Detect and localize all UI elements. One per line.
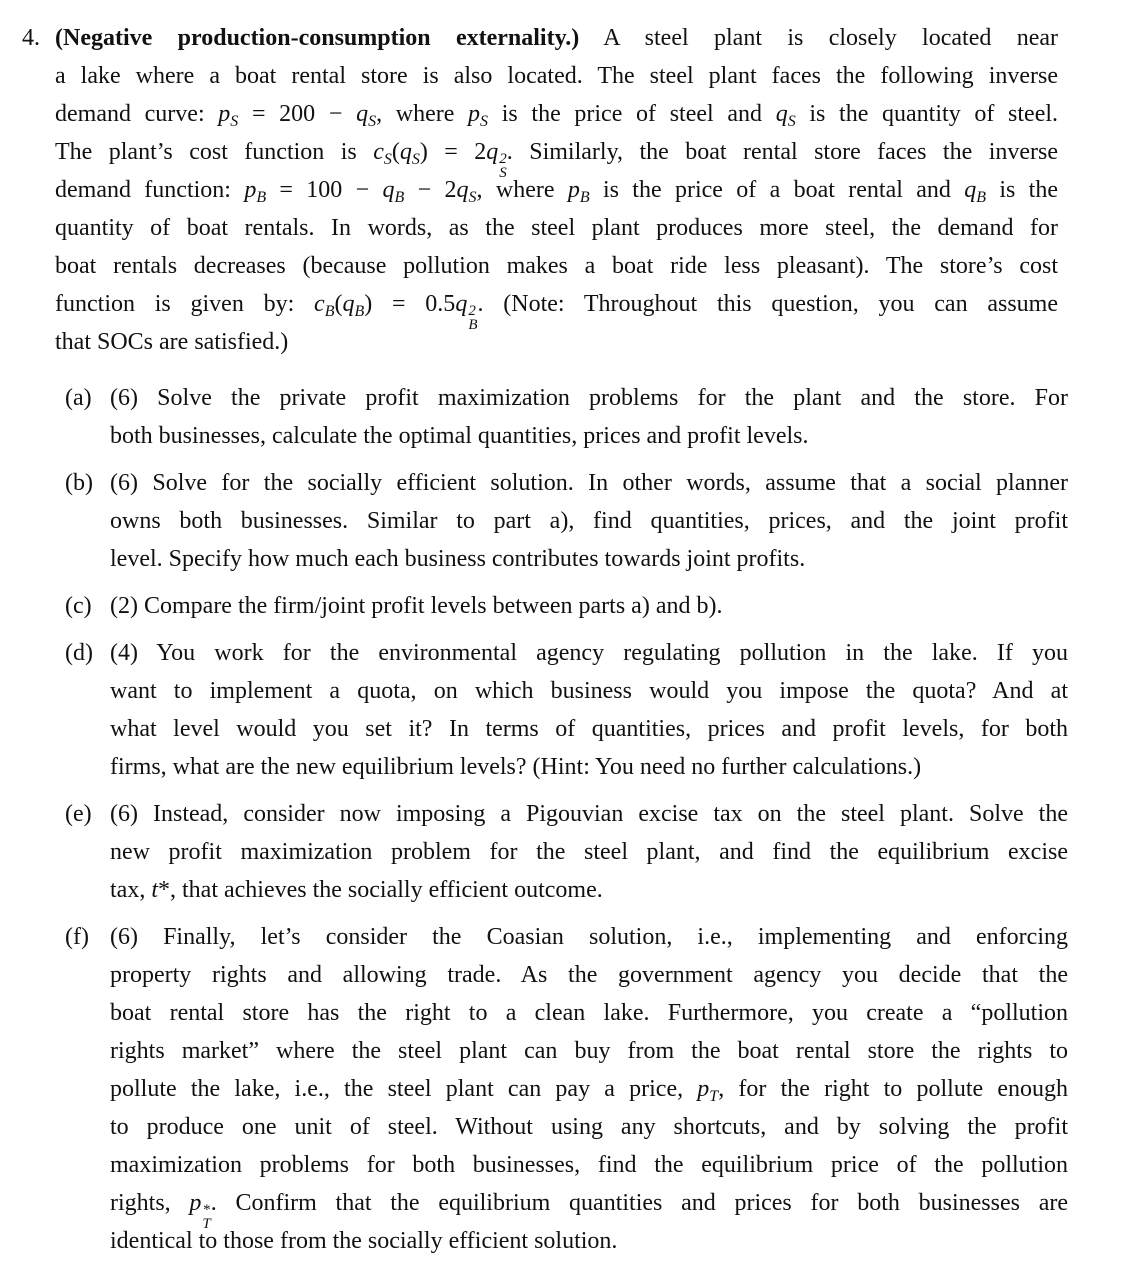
- text-line: boat rental store has the right to a clean lake. Furthermore, you create a “pollution: [110, 1000, 1068, 1026]
- sub-question-f: [65, 918, 1068, 1260]
- sub-question-e: [65, 795, 1068, 909]
- text-line: firms, what are the new equilibrium levels? (Hint: You need no further calculations.): [110, 754, 922, 780]
- text-line: want to implement a quota, on which business would you impose the quota? And at: [110, 678, 1068, 704]
- text-line: demand curve: $p_S = 200 - q_S$, where $p_S$ is the price of steel and $q_S$ is the quantity of steel.: [55, 101, 1059, 130]
- text-line: (Negative production-consumption externality.) A steel plant is closely located near: [55, 25, 1058, 51]
- text-line: boat rentals decreases (because pollution makes a boat ride less pleasant). The store’s cost: [55, 253, 1058, 279]
- sub-question-label: (a): [65, 385, 92, 411]
- text-line: (6) Solve the private profit maximization problems for the plant and the store. For: [110, 385, 1068, 411]
- text-line: that SOCs are satisfied.): [55, 329, 289, 355]
- text-line: The plant’s cost function is $c_S(q_S) = 2q$ 2 S . Similarly, the boat rental store faces the inverse: [55, 139, 1058, 181]
- sub-question-text: [110, 634, 1068, 786]
- sub-question-text: [110, 379, 1068, 455]
- text-line: new profit maximization problem for the steel plant, and find the equilibrium excise: [110, 839, 1068, 865]
- text-line: (6) Solve for the socially efficient solution. In other words, assume that a social planner: [110, 470, 1068, 496]
- sub-question-a: [65, 379, 1068, 455]
- text-line: property rights and allowing trade. As the government agency you decide that the: [110, 962, 1068, 988]
- sub-question-text: [110, 587, 1068, 625]
- text-line: identical to those from the socially efficient solution.: [110, 1228, 618, 1254]
- sub-question-label: (e): [65, 801, 92, 827]
- text-line: what level would you set it? In terms of quantities, prices and profit levels, for both: [110, 716, 1068, 742]
- text-line: (2) Compare the firm/joint profit levels between parts a) and b).: [110, 593, 723, 619]
- text-line: pollute the lake, i.e., the steel plant can pay a price, $p_T$, for the right to pollute enough: [110, 1076, 1068, 1105]
- text-line: function is given by: $c_B(q_B) = 0.5q$ 2 B . (Note: Throughout this question, you can assume: [55, 291, 1058, 333]
- sub-question-label: (d): [65, 640, 93, 666]
- text-line: owns both businesses. Similar to part a), find quantities, prices, and the joint profit: [110, 508, 1068, 534]
- text-line: to produce one unit of steel. Without using any shortcuts, and by solving the profit: [110, 1114, 1068, 1140]
- sub-question-text: [110, 464, 1068, 578]
- sub-question-c: [65, 587, 1068, 625]
- sub-question-text: [110, 795, 1068, 909]
- sub-question-text: [110, 918, 1068, 1260]
- text-line: (6) Finally, let’s consider the Coasian solution, i.e., implementing and enforcing: [110, 924, 1068, 950]
- text-line: quantity of boat rentals. In words, as the steel plant produces more steel, the demand for: [55, 215, 1058, 241]
- text-line: demand function: $p_B = 100 - q_B - 2q_S$, where $p_B$ is the price of a boat rental and $q_B$ is the: [55, 177, 1059, 206]
- text-line: (4) You work for the environmental agency regulating pollution in the lake. If you: [110, 640, 1068, 666]
- sub-question-label: (b): [65, 470, 93, 496]
- problem-number: 4.: [22, 25, 40, 51]
- problem-statement: [55, 19, 1058, 361]
- sub-question-label: (c): [65, 593, 92, 619]
- text-line: rights market” where the steel plant can buy from the boat rental store the rights to: [110, 1038, 1068, 1064]
- text-line: a lake where a boat rental store is also located. The steel plant faces the following inverse: [55, 63, 1058, 89]
- sub-question-label: (f): [65, 924, 89, 950]
- problem-4: [22, 19, 1059, 361]
- text-line: level. Specify how much each business contributes towards joint profits.: [110, 546, 806, 572]
- text-line: both businesses, calculate the optimal quantities, prices and profit levels.: [110, 423, 809, 449]
- text-line: (6) Instead, consider now imposing a Pigouvian excise tax on the steel plant. Solve the: [110, 801, 1068, 827]
- sub-question-d: [65, 634, 1068, 786]
- text-line: maximization problems for both businesses, find the equilibrium price of the pollution: [110, 1152, 1068, 1178]
- sub-question-b: [65, 464, 1068, 578]
- text-line: tax, t*, that achieves the socially efficient outcome.: [110, 877, 603, 903]
- text-line: rights, p * T . Confirm that the equilibrium quantities and prices for both businesses are: [110, 1190, 1068, 1232]
- sub-questions: [65, 379, 1068, 1269]
